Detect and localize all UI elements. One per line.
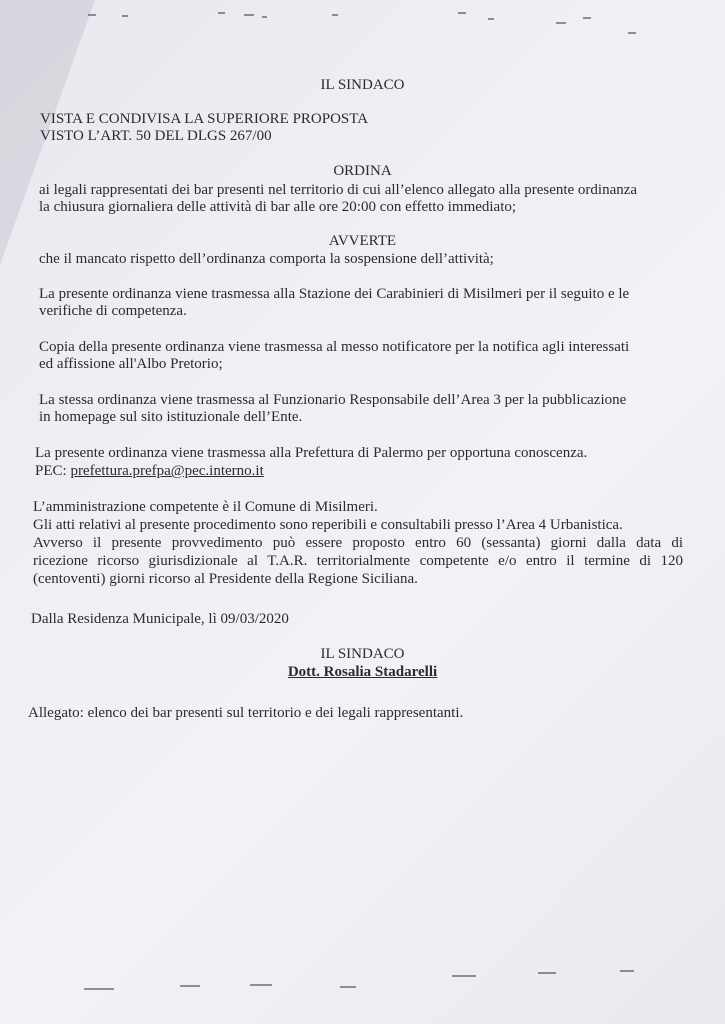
- amministrazione-line: Avverso il presente provvedimento può essere proposto entro 60 (sessanta) giorni dalla data di: [33, 535, 683, 551]
- tear-mark: [84, 988, 114, 990]
- tear-mark: [340, 986, 356, 988]
- date-line: Dalla Residenza Municipale, lì 09/03/2020: [31, 611, 289, 627]
- ordina-line: ai legali rappresentati dei bar presenti nel territorio di cui all’elenco allegato alla presente ordinanza: [39, 182, 638, 198]
- tear-mark: [488, 18, 494, 20]
- tear-mark: [458, 12, 466, 14]
- amministrazione-line: Gli atti relativi al presente procedimento sono reperibili e consultabili presso l’Area 4 Urbanistica.: [33, 517, 623, 533]
- tear-mark: [244, 14, 254, 16]
- signature-name: Dott. Rosalia Stadarelli: [287, 664, 438, 680]
- tear-mark: [538, 972, 556, 974]
- pec-label: PEC:: [35, 463, 67, 479]
- tear-mark: [556, 22, 566, 24]
- tear-mark: [250, 984, 272, 986]
- carabinieri-paragraph-line: La presente ordinanza viene trasmessa alla Stazione dei Carabinieri di Misilmeri per il seguito e le: [39, 286, 630, 302]
- tear-mark: [583, 17, 591, 19]
- tear-mark: [452, 975, 476, 977]
- tear-mark: [88, 14, 96, 16]
- prefettura-paragraph: La presente ordinanza viene trasmessa alla Prefettura di Palermo per opportuna conoscenza.: [35, 445, 588, 461]
- amministrazione-line: L’amministrazione competente è il Comune di Misilmeri.: [33, 499, 378, 515]
- carabinieri-paragraph-line: verifiche di competenza.: [39, 303, 187, 319]
- tear-mark: [620, 970, 634, 972]
- allegato-line: Allegato: elenco dei bar presenti sul territorio e dei legali rappresentanti.: [28, 705, 464, 721]
- amministrazione-line: ricezione ricorso giurisdizionale al T.A.R. territorialmente competente e/o entro il termine di 120: [33, 553, 683, 569]
- amministrazione-line: (centoventi) giorni ricorso al Presidente della Regione Siciliana.: [33, 571, 418, 587]
- tear-mark: [180, 985, 200, 987]
- funzionario-paragraph-line: in homepage sul sito istituzionale dell’Ente.: [39, 409, 303, 425]
- avverte-line: che il mancato rispetto dell’ordinanza comporta la sospensione dell’attività;: [39, 251, 494, 267]
- ordina-line: la chiusura giornaliera delle attività di bar alle ore 20:00 con effetto immediato;: [39, 199, 517, 215]
- messo-paragraph-line: ed affissione all'Albo Pretorio;: [39, 356, 223, 372]
- tear-mark: [218, 12, 225, 14]
- pec-email-link[interactable]: prefettura.prefpa@pec.interno.it: [70, 463, 264, 479]
- funzionario-paragraph-line: La stessa ordinanza viene trasmessa al Funzionario Responsabile dell’Area 3 per la pubblicazione: [39, 392, 627, 408]
- tear-mark: [122, 15, 128, 17]
- avverte-heading: AVVERTE: [328, 233, 397, 249]
- header-title: IL SINDACO: [320, 77, 405, 93]
- signature-title: IL SINDACO: [320, 646, 405, 662]
- tear-mark: [332, 14, 338, 16]
- ordina-heading: ORDINA: [333, 163, 392, 179]
- preamble-line: VISTA E CONDIVISA LA SUPERIORE PROPOSTA: [40, 111, 369, 127]
- tear-mark: [262, 16, 267, 18]
- messo-paragraph-line: Copia della presente ordinanza viene trasmessa al messo notificatore per la notifica agli interessati: [39, 339, 630, 355]
- tear-mark: [628, 32, 636, 34]
- preamble-line: VISTO L’ART. 50 DEL DLGS 267/00: [40, 128, 272, 144]
- pec-line: [35, 463, 264, 480]
